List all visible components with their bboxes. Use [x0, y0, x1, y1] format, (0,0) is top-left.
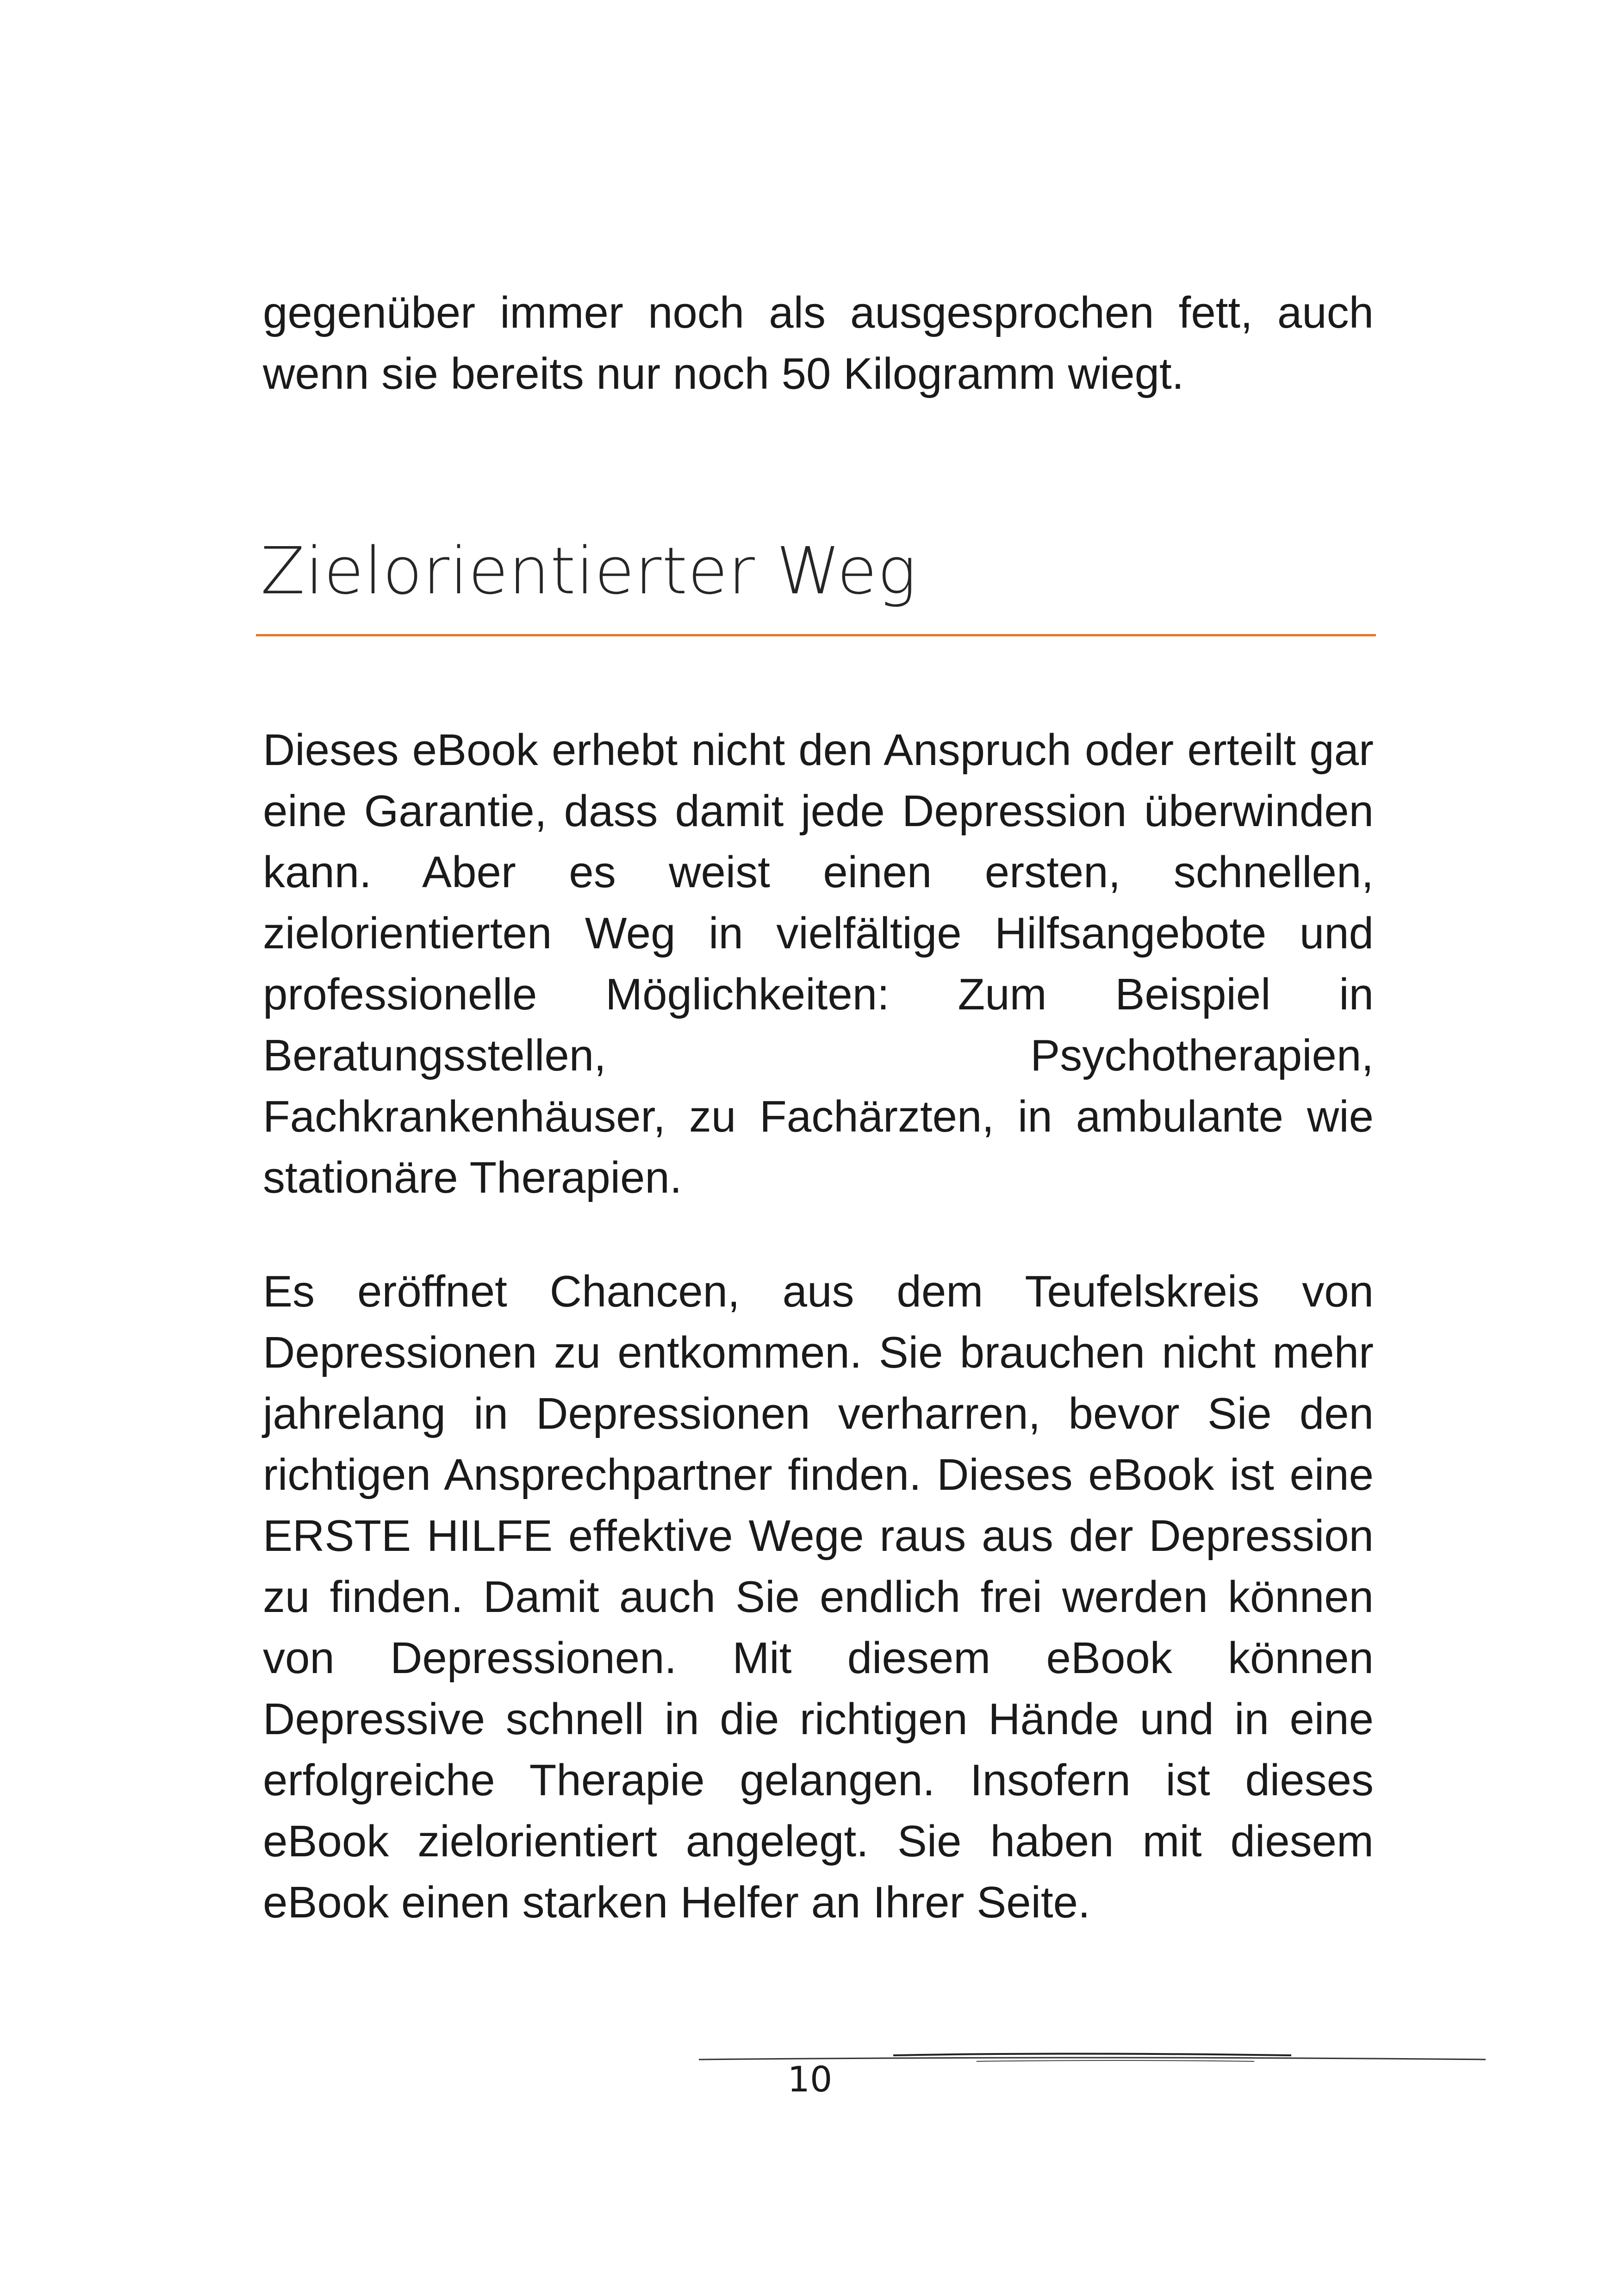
- section-heading: Zielorientierter Weg: [261, 534, 917, 609]
- body-paragraph-2: Es eröffnet Chancen, aus dem Teufelskreis von Depressionen zu entkommen. Sie brauchen nicht mehr jahrelang in Depressionen verharren, bevor Sie den richtigen Ansprechpartner finden. Dieses eBook ist eine ERSTE HILFE effektive Wege raus aus der Depression zu finden. Damit auch Sie endlich frei werden können von Depressionen. Mit diesem eBook können Depressive schnell in die richtigen Hände und in eine erfolgreiche Therapie gelangen. Insofern ist dieses eBook zielorientiert angelegt. Sie haben mit diesem eBook einen starken Helfer an Ihrer Seite.: [263, 1267, 1374, 1927]
- body-paragraph-1: Dieses eBook erhebt nicht den Anspruch oder erteilt gar eine Garantie, dass damit jede Depression überwinden kann. Aber es weist einen ersten, schnellen, zielorientierten Weg in vielfältige Hilfsangebote und professionelle Möglichkeiten: Zum Beispiel in Beratungsstellen, Psychotherapien, Fachkrankenhäuser, zu Fachärzten, in ambulante wie stationäre Therapien.: [263, 725, 1374, 1202]
- page-number: 10: [787, 2059, 833, 2100]
- intro-paragraph: gegenüber immer noch als ausgesprochen fett, auch wenn sie bereits nur noch 50 Kilogramm wiegt.: [263, 288, 1374, 398]
- heading-underline: [256, 634, 1376, 636]
